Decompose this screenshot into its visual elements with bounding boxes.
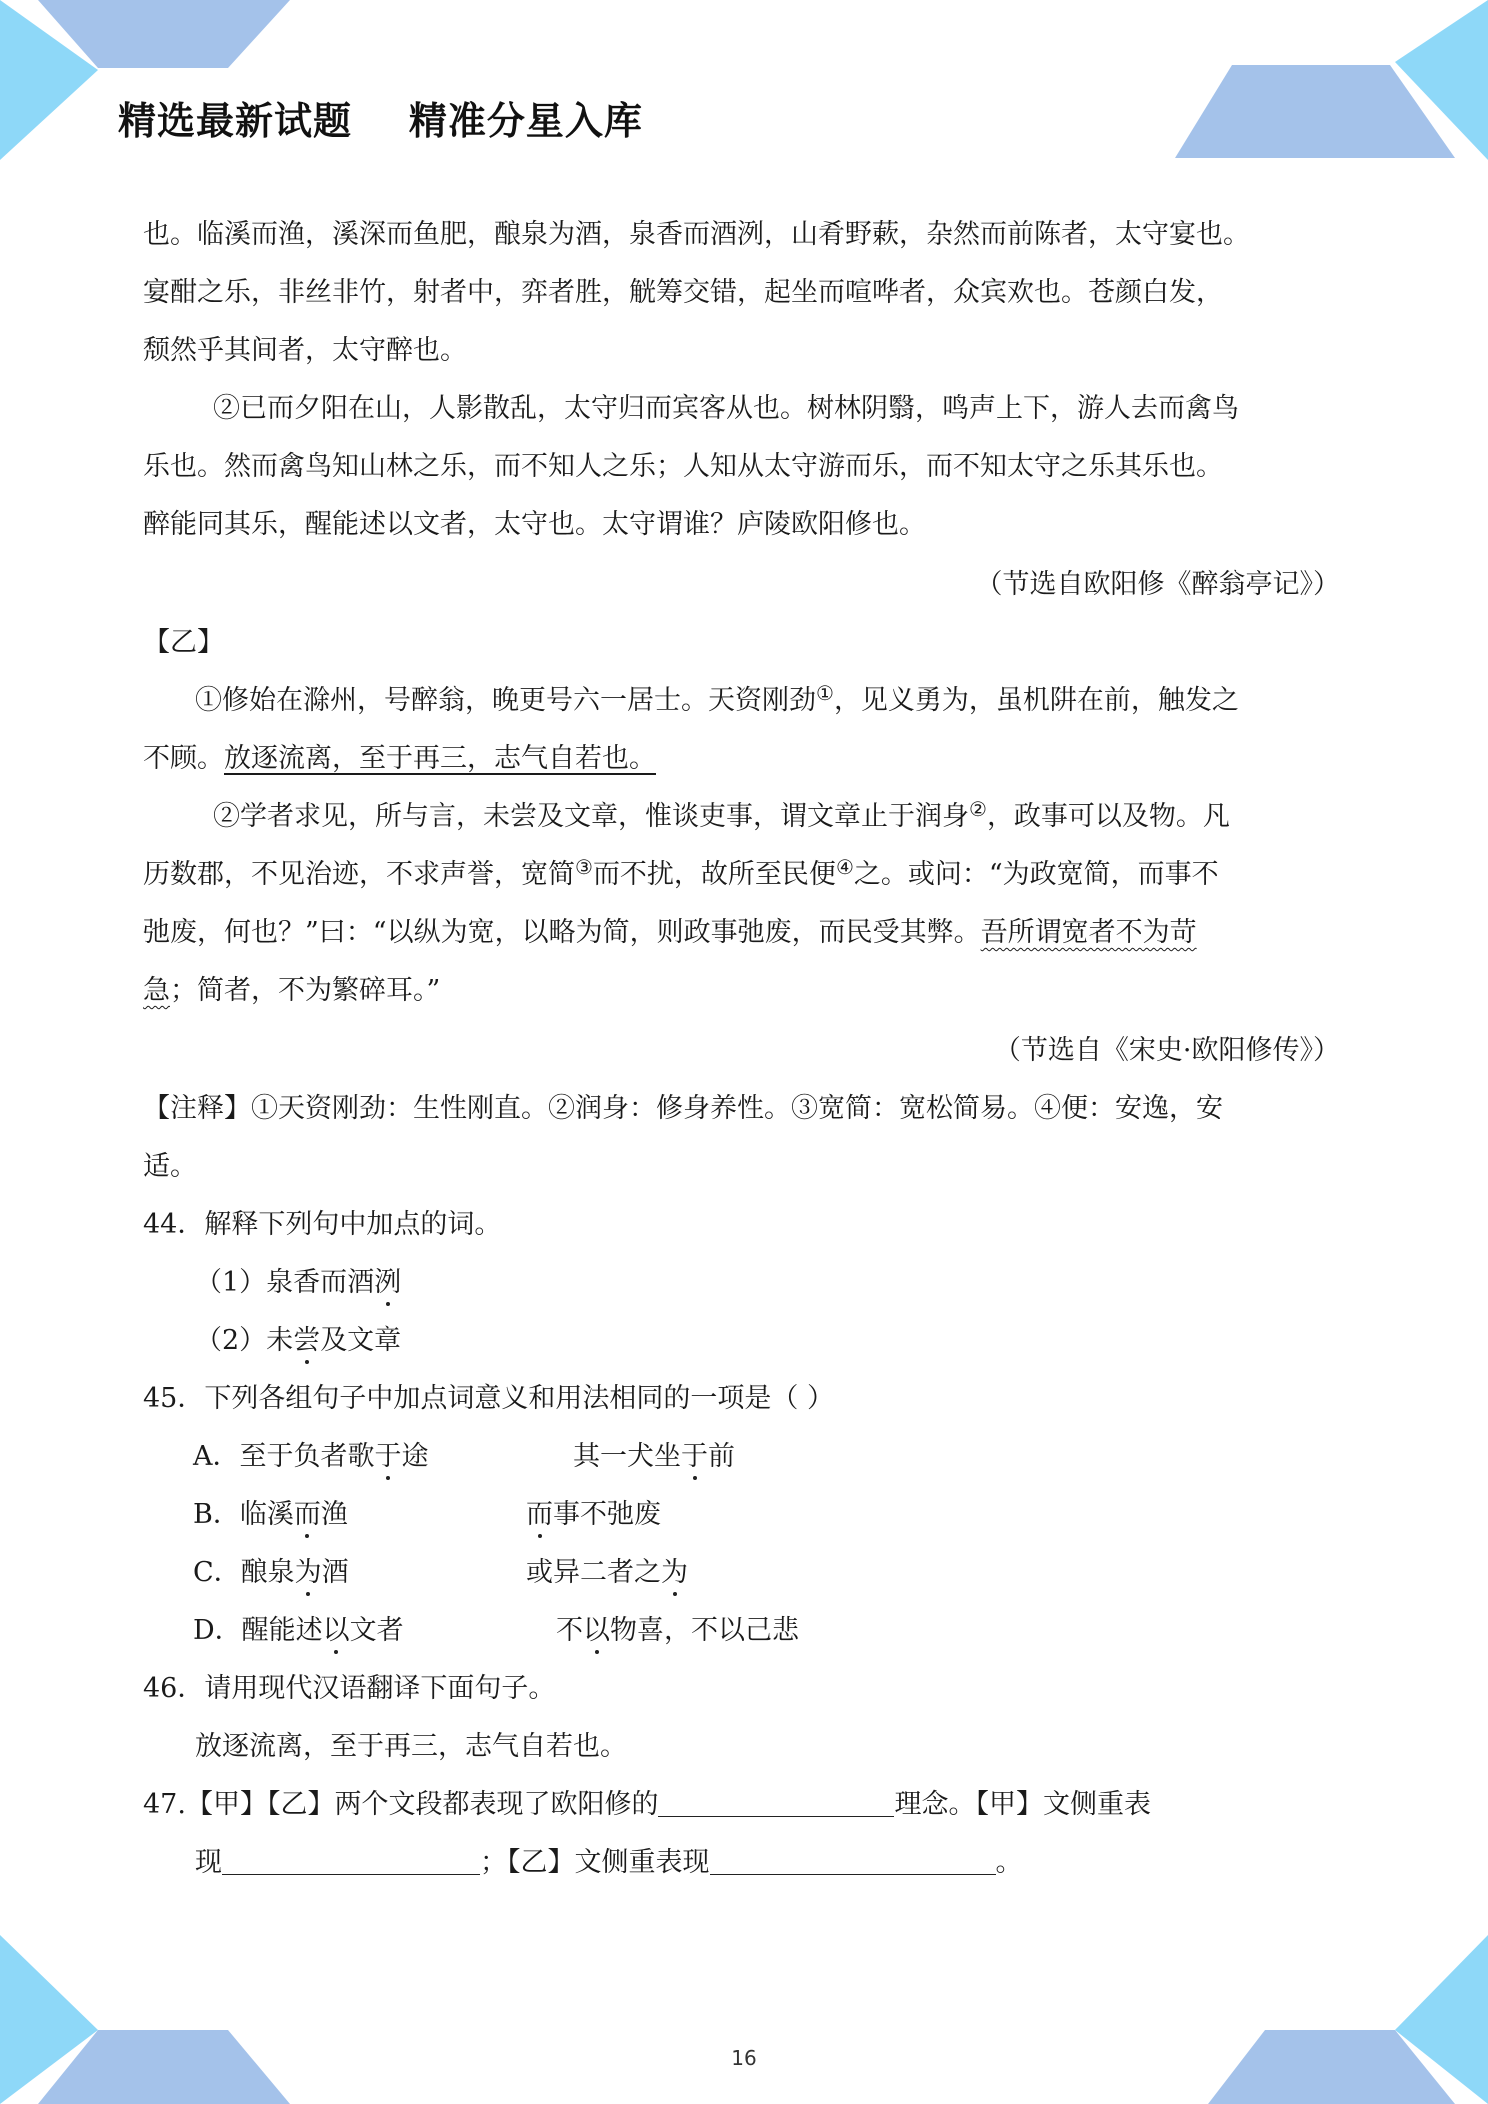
jia-para2-line2: 乐也。然而禽鸟知山林之乐，而不知人之乐；人知从太守游而乐，而不知太守之乐其乐也。: [143, 451, 1223, 482]
page-number: 16: [731, 2046, 757, 2070]
dotted-word: 于: [374, 1441, 402, 1472]
yi-source: （节选自《宋史·欧阳修传》）: [993, 1035, 1340, 1066]
q45-option-d-right: 不以物喜，不以己悲: [556, 1615, 799, 1646]
q47-line1: 47.【甲】【乙】两个文段都表现了欧阳修的 理念。【甲】文侧重表: [143, 1789, 1151, 1820]
q44-item2: （2）未尝及文章: [195, 1325, 402, 1356]
jia-para1-line3: 颓然乎其间者，太守醉也。: [143, 335, 467, 366]
yi-para1-line2: 不顾。放逐流离，至于再三，志气自若也。: [143, 743, 656, 774]
q45-option-a-left: A．至于负者歌于途: [193, 1441, 429, 1472]
notes-line1: 【注释】①天资刚劲：生性刚直。②润身：修身养性。③宽简：宽松简易。④便：安逸，安: [143, 1093, 1223, 1124]
dotted-word: 以: [583, 1615, 610, 1646]
yi-para1-line1: ①修始在滁州，号醉翁，晚更号六一居士。天资刚劲①，见义勇为，虽机阱在前，触发之: [195, 681, 1239, 716]
footnote-marker: ③: [575, 855, 593, 879]
wavy-underlined-sentence: 吾所谓宽者不为苛: [980, 917, 1197, 948]
q45-option-b-right: 而事不弛废: [526, 1499, 661, 1530]
jia-para2-line1: ②已而夕阳在山，人影散乱，太守归而宾客从也。树林阴翳，鸣声上下，游人去而禽鸟: [213, 393, 1239, 424]
dotted-word: 尝: [293, 1325, 321, 1356]
wavy-underlined-sentence-end: 急: [143, 975, 170, 1006]
dotted-word: 洌: [374, 1267, 402, 1298]
yi-para2-line1: ②学者求见，所与言，未尝及文章，惟谈吏事，谓文章止于润身②，政事可以及物。凡: [213, 797, 1230, 832]
dotted-word: 为: [294, 1557, 322, 1588]
q46-stem: 46．请用现代汉语翻译下面句子。: [143, 1673, 556, 1704]
q45-option-b-left: B．临溪而渔: [193, 1499, 348, 1530]
q45-option-c-right: 或异二者之为: [526, 1557, 688, 1588]
answer-blank-2[interactable]: [222, 1846, 480, 1875]
dotted-word: 于: [681, 1441, 708, 1472]
q45-option-a-right: 其一犬坐于前: [573, 1441, 735, 1472]
q47-line2: 现 ；【乙】文侧重表现 。: [195, 1847, 1023, 1878]
answer-blank-1[interactable]: [658, 1788, 894, 1817]
dotted-word: 以: [322, 1615, 350, 1646]
jia-para1-line1: 也。临溪而渔，溪深而鱼肥，酿泉为酒，泉香而酒洌，山肴野蔌，杂然而前陈者，太守宴也。: [143, 219, 1250, 250]
jia-para1-line2: 宴酣之乐，非丝非竹，射者中，弈者胜，觥筹交错，起坐而喧哗者，众宾欢也。苍颜白发，: [143, 277, 1223, 308]
notes-line2: 适。: [143, 1151, 197, 1182]
page-header-title: 精选最新试题 精准分星入库: [118, 99, 643, 143]
yi-para2-line2: 历数郡，不见治迹，不求声誉，宽简③而不扰，故所至民便④之。或问：“为政宽简，而事不: [143, 855, 1219, 890]
q44-item1: （1）泉香而酒洌: [195, 1267, 402, 1298]
dotted-word: 而: [526, 1499, 553, 1530]
q44-stem: 44．解释下列句中加点的词。: [143, 1209, 502, 1240]
underlined-sentence: 放逐流离，至于再三，志气自若也。: [224, 743, 656, 774]
footnote-marker: ④: [835, 855, 854, 879]
q45-option-d-left: D．醒能述以文者: [193, 1615, 404, 1646]
footnote-marker: ①: [816, 681, 834, 705]
jia-source: （节选自欧阳修《醉翁亭记》）: [975, 569, 1340, 600]
dotted-word: 为: [661, 1557, 688, 1588]
yi-para2-line3: 弛废，何也？”曰：“以纵为宽，以略为简，则政事弛废，而民受其弊。吾所谓宽者不为苛: [143, 917, 1197, 948]
yi-label: 【乙】: [143, 627, 224, 658]
q46-sentence: 放逐流离，至于再三，志气自若也。: [195, 1731, 627, 1762]
dotted-word: 而: [293, 1499, 321, 1530]
answer-blank-3[interactable]: [710, 1846, 996, 1875]
footnote-marker: ②: [969, 797, 987, 821]
q45-option-c-left: C．酿泉为酒: [193, 1557, 349, 1588]
q45-stem: 45．下列各组句子中加点词意义和用法相同的一项是（ ）: [143, 1383, 834, 1414]
jia-para2-line3: 醉能同其乐，醒能述以文者，太守也。太守谓谁？庐陵欧阳修也。: [143, 509, 926, 540]
yi-para2-line4: 急；简者，不为繁碎耳。”: [143, 975, 441, 1006]
